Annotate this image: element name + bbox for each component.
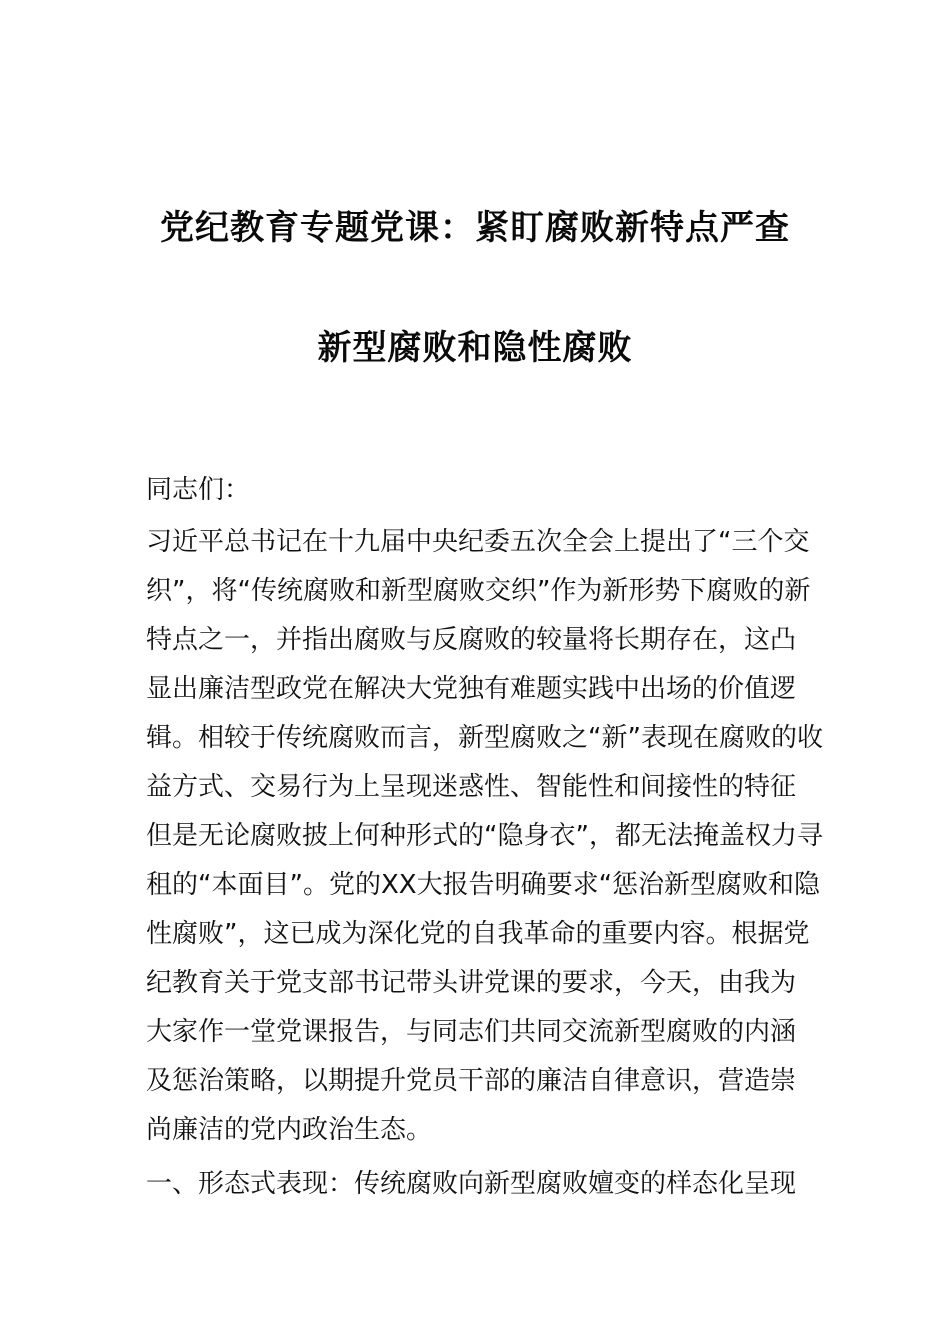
paragraph-line: 大家作一堂党课报告，与同志们共同交流新型腐败的内涵 <box>146 1017 797 1047</box>
paragraph-line: 但是无论腐败披上何种形式的“隐身衣”，都无法掩盖权力寻 <box>146 821 823 851</box>
paragraph-line: 及惩治策略，以期提升党员干部的廉洁自律意识，营造崇 <box>146 1066 797 1096</box>
paragraph-line: 习近平总书记在十九届中央纪委五次全会上提出了“三个交 <box>146 527 810 557</box>
paragraph-line: 益方式、交易行为上呈现迷惑性、智能性和间接性的特征 <box>146 772 797 802</box>
paragraph-line: 织”，将“传统腐败和新型腐败交织”作为新形势下腐败的新 <box>146 576 811 606</box>
section-heading: 一、形态式表现：传统腐败向新型腐败嬗变的样态化呈现 <box>146 1169 797 1199</box>
greeting: 同志们： <box>146 475 251 505</box>
paragraph-line: 纪教育关于党支部书记带头讲党课的要求，今天，由我为 <box>146 968 797 998</box>
paragraph-line: 租的“本面目”。党的XX大报告明确要求“惩治新型腐败和隐 <box>146 870 821 900</box>
paragraph-line: 性腐败”，这已成为深化党的自我革命的重要内容。根据党 <box>146 919 810 949</box>
document-title-line-1: 党纪教育专题党课：紧盯腐败新特点严查 <box>160 208 790 248</box>
paragraph-line: 尚廉洁的党内政治生态。 <box>146 1115 433 1145</box>
paragraph-line: 特点之一，并指出腐败与反腐败的较量将长期存在，这凸 <box>146 625 797 655</box>
document-title-line-2: 新型腐败和隐性腐败 <box>317 328 633 368</box>
paragraph-line: 显出廉洁型政党在解决大党独有难题实践中出场的价值逻 <box>146 674 797 704</box>
paragraph-line: 辑。相较于传统腐败而言，新型腐败之“新”表现在腐败的收 <box>146 723 823 753</box>
